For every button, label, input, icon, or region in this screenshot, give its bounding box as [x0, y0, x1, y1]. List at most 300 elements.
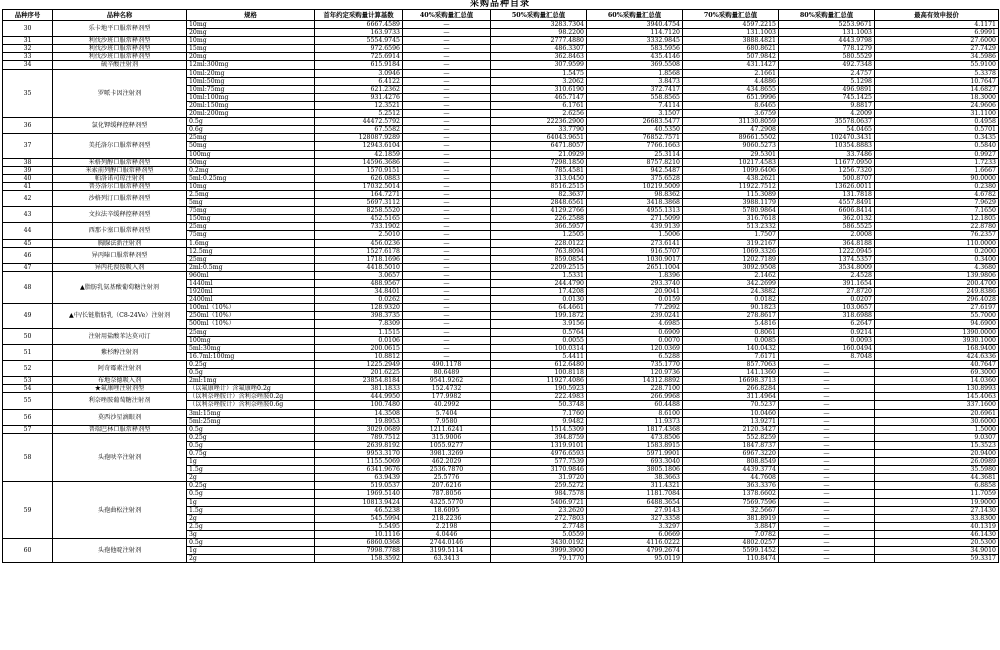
value-cell: 55.7000 [875, 312, 999, 320]
table-row [3, 61, 999, 69]
value-cell: 14.0360 [875, 377, 999, 385]
value-cell: 27.9143 [587, 506, 683, 514]
value-cell: 725.6914 [315, 53, 403, 61]
spec-cell: 1g [187, 547, 315, 555]
header-cell: 品种名称 [53, 10, 187, 21]
item-name-cell: 罗哌卡因注射剂 [53, 69, 187, 118]
value-cell: 552.8259 [683, 433, 779, 441]
item-number-cell: 50 [3, 328, 53, 344]
value-cell: 462.2029 [403, 458, 491, 466]
value-cell: 3199.5114 [403, 547, 491, 555]
value-cell: 6.0669 [587, 530, 683, 538]
item-name-cell: ▲脂肪乳氨基酸葡萄糖注射剂 [53, 271, 187, 303]
value-cell: 808.8549 [683, 458, 779, 466]
value-cell: 103.0657 [779, 304, 875, 312]
table-row [3, 223, 999, 231]
value-cell: 1225.2949 [315, 360, 403, 368]
value-cell: — [403, 190, 491, 198]
value-cell: — [779, 530, 875, 538]
value-cell: 120.9736 [587, 369, 683, 377]
value-cell: 1202.7189 [683, 255, 779, 263]
item-name-cell: 阿奇霉素注射剂 [53, 360, 187, 376]
value-cell: — [403, 263, 491, 271]
spec-cell: 0.5g [187, 539, 315, 547]
value-cell: 9541.9262 [403, 377, 491, 385]
item-number-cell: 55 [3, 393, 53, 409]
value-cell: 190.5923 [491, 385, 587, 393]
value-cell: 293.3740 [587, 280, 683, 288]
value-cell: 490.1178 [403, 360, 491, 368]
value-cell: — [403, 336, 491, 344]
value-cell: 3.2062 [491, 77, 587, 85]
value-cell: 8.6465 [683, 101, 779, 109]
value-cell: 318.6988 [779, 312, 875, 320]
item-name-cell: 头孢他啶注射剂 [53, 539, 187, 563]
value-cell: 6860.0368 [315, 539, 403, 547]
value-cell: 3888.4821 [683, 37, 779, 45]
item-name-cell: 异丙托溴铵吸入剂 [53, 263, 187, 271]
value-cell: 63.3413 [403, 555, 491, 563]
value-cell: 11927.4086 [491, 377, 587, 385]
header-cell: 最高有效申报价 [875, 10, 999, 21]
value-cell: 4116.0222 [587, 539, 683, 547]
value-cell: 313.0450 [491, 174, 587, 182]
spec-cell: 150mg [187, 215, 315, 223]
table-row [3, 377, 999, 385]
value-cell: 545.5994 [315, 514, 403, 522]
value-cell: 4418.5010 [315, 263, 403, 271]
value-cell: 0.5701 [875, 126, 999, 134]
header-cell: 80%采购量汇总值 [779, 10, 875, 21]
value-cell: 77.2992 [587, 304, 683, 312]
spec-cell: 20ml:200mg [187, 110, 315, 118]
value-cell: 131.1003 [779, 29, 875, 37]
value-cell: — [779, 425, 875, 433]
item-number-cell: 58 [3, 433, 53, 482]
value-cell: 9060.5273 [683, 142, 779, 150]
value-cell: 1527.6178 [315, 247, 403, 255]
value-cell: 16698.3713 [683, 377, 779, 385]
item-number-cell: 40 [3, 174, 53, 182]
spec-cell: 2g [187, 514, 315, 522]
value-cell: — [403, 45, 491, 53]
value-cell: 7.9580 [403, 417, 491, 425]
value-cell: 5406.9721 [491, 498, 587, 506]
value-cell: — [403, 215, 491, 223]
spec-cell: 20mg [187, 53, 315, 61]
value-cell: — [403, 69, 491, 77]
item-name-cell: 紫杉醇注射剂 [53, 344, 187, 360]
value-cell: 110.0000 [875, 239, 999, 247]
value-cell: 2.7748 [491, 522, 587, 530]
value-cell: 34.9010 [875, 547, 999, 555]
value-cell: 40.2992 [403, 401, 491, 409]
value-cell: — [779, 466, 875, 474]
value-cell: — [779, 417, 875, 425]
value-cell: 6967.3220 [683, 449, 779, 457]
item-number-cell: 46 [3, 247, 53, 263]
value-cell: 0.3400 [875, 255, 999, 263]
table-row [3, 207, 999, 215]
table-row [3, 69, 999, 77]
value-cell: — [779, 490, 875, 498]
spec-cell: 0.5g [187, 425, 315, 433]
value-cell: 626.0883 [315, 174, 403, 182]
value-cell: 398.3735 [315, 312, 403, 320]
item-number-cell: 48 [3, 271, 53, 303]
spec-cell: 10ml:75mg [187, 85, 315, 93]
value-cell: 9.8817 [779, 101, 875, 109]
table-row [3, 45, 999, 53]
item-number-cell: 57 [3, 425, 53, 433]
table-row [3, 182, 999, 190]
value-cell: 76852.7571 [587, 134, 683, 142]
spec-cell: 20mg [187, 29, 315, 37]
value-cell: 3.8847 [683, 522, 779, 530]
spec-cell: 10mg [187, 21, 315, 29]
value-cell: 4955.1313 [587, 207, 683, 215]
value-cell: 315.9006 [403, 433, 491, 441]
value-cell: — [403, 271, 491, 279]
value-cell: 4443.9798 [779, 37, 875, 45]
value-cell: — [779, 377, 875, 385]
spec-cell: 10ml:20mg [187, 69, 315, 77]
value-cell: 7.8309 [315, 320, 403, 328]
value-cell: 6.2647 [779, 320, 875, 328]
item-name-cell: ▲中/长链脂肪乳（C8-24Ve）注射剂 [53, 304, 187, 328]
spec-cell: 1.6mg [187, 239, 315, 247]
value-cell: — [403, 85, 491, 93]
value-cell: 5253.9671 [779, 21, 875, 29]
item-name-cell: 米格列醇口服常释剂型 [53, 158, 187, 166]
value-cell: 4802.0257 [683, 539, 779, 547]
spec-cell: 3g [187, 530, 315, 538]
value-cell: 31.1100 [875, 110, 999, 118]
value-cell: 316.7618 [683, 215, 779, 223]
value-cell: 11922.7512 [683, 182, 779, 190]
spec-cell: 2g [187, 555, 315, 563]
value-cell: — [403, 142, 491, 150]
value-cell: 10.1116 [315, 530, 403, 538]
spec-cell: （以利奈唑胺计）含利奈唑胺0.6g [187, 401, 315, 409]
value-cell: 452.5165 [315, 215, 403, 223]
value-cell: 857.7063 [683, 360, 779, 368]
value-cell: 435.4146 [587, 53, 683, 61]
value-cell: 363.3376 [683, 482, 779, 490]
value-cell: 3.3297 [587, 522, 683, 530]
value-cell: 27.8720 [779, 288, 875, 296]
item-number-cell: 51 [3, 344, 53, 360]
value-cell: 1222.0945 [779, 247, 875, 255]
value-cell: 4129.2766 [491, 207, 587, 215]
value-cell: 120.0369 [587, 344, 683, 352]
value-cell: 2.1462 [683, 271, 779, 279]
spec-cell: 2g [187, 474, 315, 482]
value-cell: — [403, 166, 491, 174]
value-cell: 21.0929 [491, 150, 587, 158]
value-cell: 12.3521 [315, 101, 403, 109]
value-cell: 139.9806 [875, 271, 999, 279]
value-cell: — [779, 401, 875, 409]
value-cell: 100.7480 [315, 401, 403, 409]
value-cell: 859.0854 [491, 255, 587, 263]
value-cell: 434.8655 [683, 85, 779, 93]
item-name-cell: 帕洛诺司琼注射剂 [53, 174, 187, 182]
item-number-cell: 39 [3, 166, 53, 174]
value-cell: — [779, 409, 875, 417]
header-cell: 40%采购量汇总值 [403, 10, 491, 21]
value-cell: 27.6000 [875, 37, 999, 45]
value-cell: 12.1805 [875, 215, 999, 223]
value-cell: 33.7486 [779, 150, 875, 158]
value-cell: 27.1430 [875, 506, 999, 514]
value-cell: 473.8506 [587, 433, 683, 441]
value-cell: 3.9156 [491, 320, 587, 328]
value-cell: 5.3378 [875, 69, 999, 77]
spec-cell: 100mg [187, 150, 315, 158]
value-cell: 3029.0689 [315, 425, 403, 433]
value-cell: 8.7048 [779, 352, 875, 360]
value-cell: 4.0446 [403, 530, 491, 538]
spec-cell: 50mg [187, 142, 315, 150]
value-cell: 381.1833 [315, 385, 403, 393]
value-cell: 207.6216 [403, 482, 491, 490]
value-cell: 342.2699 [683, 280, 779, 288]
value-cell: 4799.2674 [587, 547, 683, 555]
value-cell: 6606.8414 [779, 207, 875, 215]
item-name-cell: 文拉法辛缓释控释剂型 [53, 207, 187, 223]
value-cell: 13626.0011 [779, 182, 875, 190]
table-row [3, 482, 999, 490]
value-cell: 0.0207 [779, 296, 875, 304]
value-cell: 20.9400 [875, 449, 999, 457]
value-cell: — [779, 458, 875, 466]
value-cell: 2.2198 [403, 522, 491, 530]
item-name-cell: 头孢呋辛注射剂 [53, 433, 187, 482]
value-cell: — [779, 555, 875, 563]
value-cell: 778.1279 [779, 45, 875, 53]
value-cell: 1817.4368 [587, 425, 683, 433]
table-row [3, 190, 999, 198]
value-cell: 7.1760 [491, 409, 587, 417]
value-cell: 1969.5140 [315, 490, 403, 498]
value-cell: 394.8759 [491, 433, 587, 441]
header-cell: 规格 [187, 10, 315, 21]
spec-cell: 10ml:50mg [187, 77, 315, 85]
value-cell: 1.7507 [683, 231, 779, 239]
value-cell: 0.0130 [491, 296, 587, 304]
value-cell: 98.2200 [491, 29, 587, 37]
table-row [3, 344, 999, 352]
value-cell: 1.8396 [587, 271, 683, 279]
table-row [3, 174, 999, 182]
value-cell: 145.4063 [875, 393, 999, 401]
value-cell: — [403, 247, 491, 255]
value-cell: 500.8707 [779, 174, 875, 182]
value-cell: 5.2512 [315, 110, 403, 118]
item-name-cell: 利伐沙班口服常释剂型 [53, 53, 187, 61]
value-cell: 19.8953 [315, 417, 403, 425]
value-cell: 391.1654 [779, 280, 875, 288]
value-cell: 7766.1663 [587, 142, 683, 150]
value-cell: 6471.8057 [491, 142, 587, 150]
value-cell: — [403, 150, 491, 158]
value-cell: — [779, 498, 875, 506]
value-cell: 2209.2515 [491, 263, 587, 271]
table-row [3, 425, 999, 433]
value-cell: 199.1872 [491, 312, 587, 320]
value-cell: 1211.6241 [403, 425, 491, 433]
value-cell: 424.6336 [875, 352, 999, 360]
value-cell: 364.8188 [779, 239, 875, 247]
header-cell: 首年约定采购量计算基数 [315, 10, 403, 21]
table-row [3, 393, 999, 401]
value-cell: 20.6961 [875, 409, 999, 417]
value-cell: 32.5667 [683, 506, 779, 514]
value-cell: 327.3358 [587, 514, 683, 522]
item-number-cell: 47 [3, 263, 53, 271]
value-cell: 6.8858 [875, 482, 999, 490]
spec-cell: 0.25g [187, 433, 315, 441]
spec-cell: 10mg [187, 182, 315, 190]
item-number-cell: 35 [3, 69, 53, 118]
value-cell: 580.5529 [779, 53, 875, 61]
spec-cell: 0.5g [187, 490, 315, 498]
value-cell: 1.8568 [587, 69, 683, 77]
spec-cell: 50mg [187, 158, 315, 166]
value-cell: 34.5986 [875, 53, 999, 61]
spec-cell: 15mg [187, 45, 315, 53]
value-cell: 14312.8892 [587, 377, 683, 385]
value-cell: 90.0000 [875, 174, 999, 182]
value-cell: 50.3748 [491, 401, 587, 409]
value-cell: 266.9968 [587, 393, 683, 401]
table-row [3, 239, 999, 247]
spec-cell: 100ml（10%） [187, 304, 315, 312]
value-cell: 5.4411 [491, 352, 587, 360]
value-cell: 22236.2900 [491, 118, 587, 126]
value-cell: 3981.3269 [403, 449, 491, 457]
value-cell: 5599.1452 [683, 547, 779, 555]
item-name-cell: 布地奈德吸入剂 [53, 377, 187, 385]
value-cell: 6667.4589 [315, 21, 403, 29]
value-cell: 79.1770 [491, 555, 587, 563]
value-cell: 1055.9277 [403, 441, 491, 449]
value-cell: 1.5331 [491, 271, 587, 279]
value-cell: 9953.3170 [315, 449, 403, 457]
value-cell: 7.1650 [875, 207, 999, 215]
value-cell: 1319.9101 [491, 441, 587, 449]
spec-cell: 2ml:0.5mg [187, 263, 315, 271]
table-row [3, 158, 999, 166]
value-cell: — [403, 344, 491, 352]
value-cell: 2744.0146 [403, 539, 491, 547]
value-cell: 7998.7788 [315, 547, 403, 555]
value-cell: 14.3508 [315, 409, 403, 417]
value-cell: 177.9982 [403, 393, 491, 401]
value-cell: 35578.0637 [779, 118, 875, 126]
value-cell: — [403, 93, 491, 101]
value-cell: 26683.5477 [587, 118, 683, 126]
value-cell: 972.6596 [315, 45, 403, 53]
value-cell: 226.2588 [491, 215, 587, 223]
value-cell: 984.7578 [491, 490, 587, 498]
value-cell: 444.9950 [315, 393, 403, 401]
value-cell: 2.5010 [315, 231, 403, 239]
value-cell: 1181.7084 [587, 490, 683, 498]
spec-cell: 10ml:100mg [187, 93, 315, 101]
spec-cell: 10mg [187, 37, 315, 45]
item-name-cell: 西那卡塞口服常释剂型 [53, 223, 187, 239]
value-cell: 2536.7870 [403, 466, 491, 474]
value-cell: 3.0657 [315, 271, 403, 279]
value-cell: 4557.8491 [779, 199, 875, 207]
value-cell: — [779, 441, 875, 449]
spec-cell: 1.5g [187, 506, 315, 514]
value-cell: 8516.2515 [491, 182, 587, 190]
spec-cell: 0.6g [187, 126, 315, 134]
header-cell: 70%采购量汇总值 [683, 10, 779, 21]
value-cell: 439.9139 [587, 223, 683, 231]
value-cell: 40.5350 [587, 126, 683, 134]
value-cell: 11.7059 [875, 490, 999, 498]
value-cell: 244.4790 [491, 280, 587, 288]
spec-cell: 5ml:0.25mg [187, 174, 315, 182]
value-cell: 3.8473 [587, 77, 683, 85]
value-cell: 0.0182 [683, 296, 779, 304]
value-cell: 272.7803 [491, 514, 587, 522]
value-cell: 10219.5009 [587, 182, 683, 190]
spec-cell: 0.5g [187, 441, 315, 449]
table-row [3, 53, 999, 61]
value-cell: 492.7348 [779, 61, 875, 69]
table-row [3, 134, 999, 142]
value-cell: — [403, 312, 491, 320]
value-cell: 2651.1004 [587, 263, 683, 271]
item-name-cell: 异丙嗪口服常释剂型 [53, 247, 187, 263]
value-cell: 931.4276 [315, 93, 403, 101]
value-cell: 5971.9901 [587, 449, 683, 457]
value-cell: 168.9400 [875, 344, 999, 352]
value-cell: 228.7100 [587, 385, 683, 393]
value-cell: 1.1515 [315, 328, 403, 336]
item-name-cell: 米索前列醇口服常释剂型 [53, 166, 187, 174]
value-cell: — [403, 158, 491, 166]
value-cell: 4.6782 [875, 190, 999, 198]
value-cell: 3418.3868 [587, 199, 683, 207]
item-name-cell: 普芬洛尔口服常释剂型 [53, 182, 187, 190]
item-name-cell: 胸腺法新注射剂 [53, 239, 187, 247]
value-cell: 94.6900 [875, 320, 999, 328]
value-cell: — [779, 449, 875, 457]
value-cell: — [403, 182, 491, 190]
value-cell: 8.6100 [587, 409, 683, 417]
value-cell: — [403, 288, 491, 296]
value-cell: — [403, 110, 491, 118]
value-cell: 23854.8184 [315, 377, 403, 385]
value-cell: 3.0946 [315, 69, 403, 77]
item-number-cell: 36 [3, 118, 53, 134]
value-cell: 5.4816 [683, 320, 779, 328]
value-cell: 1099.6406 [683, 166, 779, 174]
value-cell: 33.7790 [491, 126, 587, 134]
value-cell: 1718.1696 [315, 255, 403, 263]
value-cell: 131.7818 [779, 190, 875, 198]
value-cell: 33.8300 [875, 514, 999, 522]
value-cell: 4.1171 [875, 21, 999, 29]
value-cell: 1374.5357 [779, 255, 875, 263]
value-cell: 2.6256 [491, 110, 587, 118]
